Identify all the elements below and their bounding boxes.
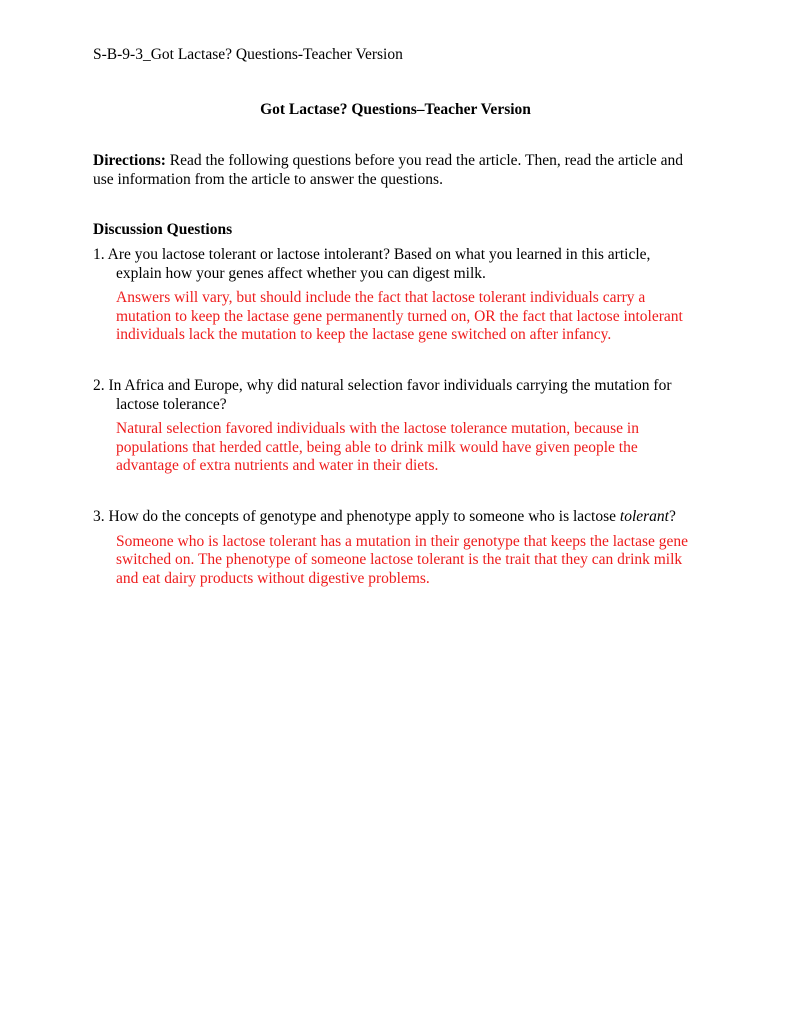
question-text-3-start: 3. How do the concepts of genotype and phenotype apply to someone who is lactose [93,508,620,525]
question-text-3 [93,508,693,527]
directions-text: Read the following questions before you read the article. Then, read the article and use information from the article to answer the questions. [93,152,683,188]
directions-label: Directions: [93,152,166,169]
discussion-questions-heading: Discussion Questions [93,221,233,238]
document-header: S-B-9-3_Got Lactase? Questions-Teacher Version [93,46,403,63]
question-text-3-end: ? [668,508,676,525]
question-block-1 [93,246,693,345]
directions-paragraph [93,152,698,189]
question-block-2 [93,377,693,476]
answer-text-2: Natural selection favored individuals with the lactose tolerance mutation, because in populations that herded cattle, being able to drink milk would have given people the advantage of extra nutrients and water in their diets. [116,420,639,474]
answer-text-3: Someone who is lactose tolerant has a mutation in their genotype that keeps the lactase gene switched on. The phenotype of someone lactose tolerant is the trait that they can drink milk and eat dairy products without digestive problems. [116,532,689,587]
answer-text-1: Answers will vary, but should include the fact that lactose tolerant individuals carry a mutation to keep the lactase gene permanently turned on, OR the fact that lactose intolerant individuals lack the mutation to keep the lactase gene switched on after infancy. [116,289,683,343]
question-text-1: 1. Are you lactose tolerant or lactose intolerant? Based on what you learned in this article, explain how your genes affect whether you can digest milk. [93,246,651,282]
question-block-3 [93,508,693,588]
question-text-3-emphasis: tolerant [619,508,669,525]
page-title: Got Lactase? Questions–Teacher Version [260,101,531,118]
question-text-2: 2. In Africa and Europe, why did natural selection favor individuals carrying the mutation for lactose tolerance? [93,377,672,413]
